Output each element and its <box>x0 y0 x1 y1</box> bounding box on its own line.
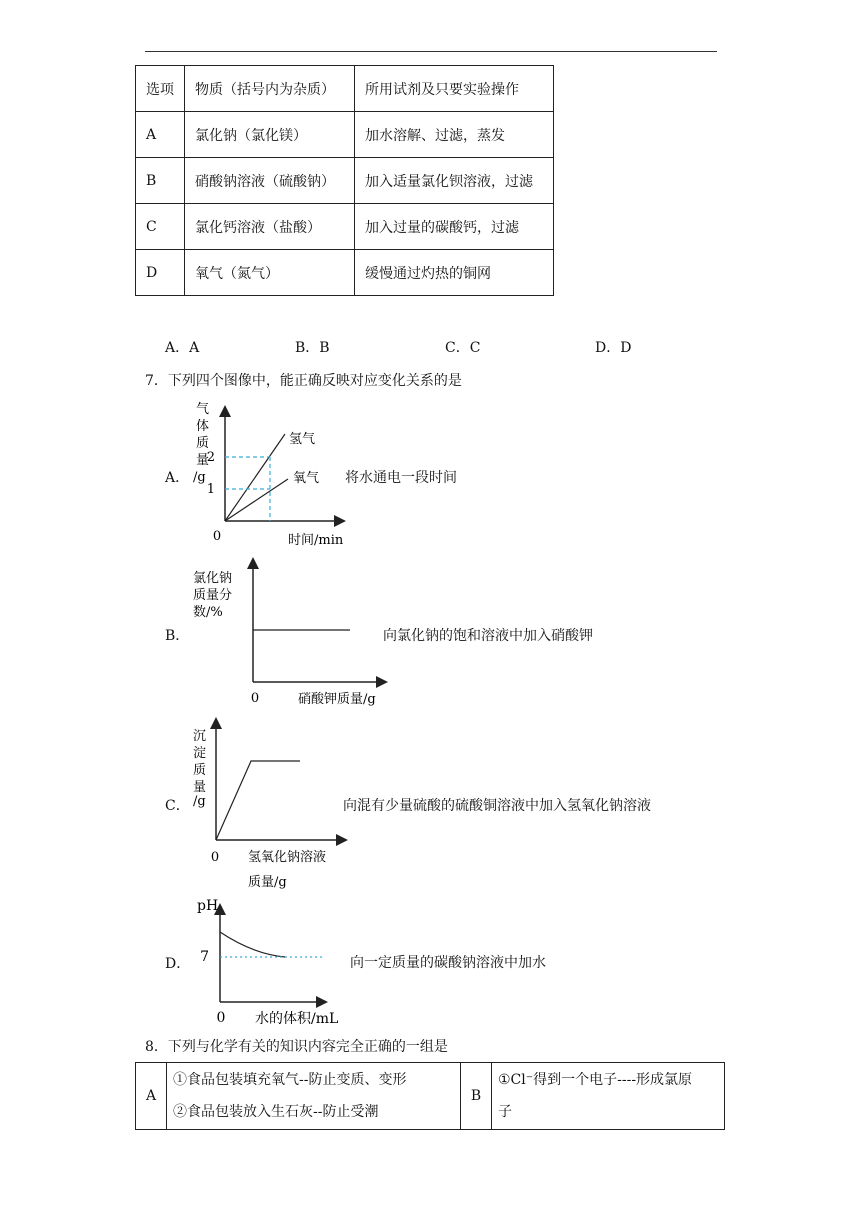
q7-option-b-desc: 向氯化钠的饱和溶液中加入硝酸钾 <box>383 628 593 644</box>
table-cell: 加入适量氯化钡溶液，过滤 <box>355 158 554 204</box>
y-axis-label: 质量分 <box>193 588 233 603</box>
x-axis-label: 硝酸钾质量/g <box>298 692 376 707</box>
table-cell <box>167 1063 461 1130</box>
top-rule <box>145 51 717 52</box>
oxygen-line <box>225 479 288 521</box>
table-header-row <box>136 66 554 112</box>
y-axis-label: pH <box>197 898 219 914</box>
y-tick-7: 7 <box>200 949 209 965</box>
table-cell: 加水溶解、过滤，蒸发 <box>355 112 554 158</box>
y-axis-label: 数/% <box>193 605 223 620</box>
table-cell-label: B <box>461 1063 492 1130</box>
option-a[interactable]: A．A <box>165 340 200 356</box>
table-cell: 氯化钙溶液（盐酸） <box>185 204 355 250</box>
table-row <box>136 112 554 158</box>
q7-stem: 7．下列四个图像中，能正确反映对应变化关系的是 <box>145 373 462 389</box>
q7-option-d-desc: 向一定质量的碳酸钠溶液中加水 <box>350 955 546 971</box>
precipitate-line <box>216 761 300 840</box>
q7-option-a-desc: 将水通电一段时间 <box>345 470 457 486</box>
table-cell: 加入过量的碳酸钙，过滤 <box>355 204 554 250</box>
table-cell: B <box>136 158 185 204</box>
hydrogen-line <box>225 434 285 521</box>
ph-curve <box>220 932 285 957</box>
series-label-hydrogen: 氢气 <box>289 432 316 447</box>
table-cell: 缓慢通过灼热的铜网 <box>355 250 554 296</box>
option-d[interactable]: D．D <box>595 340 632 356</box>
table-row <box>136 158 554 204</box>
table-row <box>136 1063 725 1130</box>
origin-label: 0 <box>212 529 222 544</box>
cell-line: ①食品包装填充氧气--防止变质、变形 <box>173 1072 407 1088</box>
origin-label: 0 <box>216 1010 226 1026</box>
q6-table <box>135 65 554 296</box>
y-axis-label: 量 <box>193 780 207 795</box>
x-axis-label: 时间/min <box>288 533 344 548</box>
y-tick-1: 1 <box>206 482 215 497</box>
q7-option-c-label[interactable]: C． <box>165 798 190 814</box>
header-cell: 物质（括号内为杂质） <box>185 66 355 112</box>
q7-graph-b <box>185 552 395 712</box>
table-cell: A <box>136 112 185 158</box>
origin-label: 0 <box>210 850 220 865</box>
q8-stem: 8．下列与化学有关的知识内容完全正确的一组是 <box>145 1039 448 1055</box>
y-axis-label: 质 <box>193 763 207 778</box>
x-axis-label: 水的体积/mL <box>255 1011 339 1027</box>
y-axis-label: 体 <box>196 419 210 434</box>
q7-option-b-label[interactable]: B． <box>165 628 190 644</box>
y-axis-label: 沉 <box>193 729 207 744</box>
y-axis-label: 淀 <box>193 746 207 761</box>
table-cell <box>492 1063 725 1130</box>
series-label-oxygen: 氧气 <box>293 471 320 486</box>
q8-table <box>135 1062 725 1130</box>
cell-line: 子 <box>498 1104 512 1120</box>
q7-option-d-label[interactable]: D． <box>165 956 191 972</box>
y-axis-label: /g <box>193 794 206 809</box>
table-cell: 硝酸钠溶液（硫酸钠） <box>185 158 355 204</box>
cell-line: ①Cl⁻得到一个电子----形成氯原 <box>498 1072 693 1088</box>
origin-label: 0 <box>250 691 260 706</box>
table-row <box>136 204 554 250</box>
q7-graph-d <box>185 892 345 1027</box>
header-cell: 选项 <box>136 66 185 112</box>
cell-line: ②食品包装放入生石灰--防止受潮 <box>173 1104 379 1120</box>
table-cell: 氧气（氮气） <box>185 250 355 296</box>
q7-graph-a <box>185 400 355 550</box>
q7-option-c-desc: 向混有少量硫酸的硫酸铜溶液中加入氢氧化钠溶液 <box>343 798 651 814</box>
y-axis-label: 质 <box>196 436 210 451</box>
x-axis-label: 质量/g <box>248 875 287 890</box>
table-cell-label: A <box>136 1063 167 1130</box>
y-axis-label: 气 <box>196 402 210 417</box>
q7-graph-c <box>185 712 355 892</box>
option-c[interactable]: C．C <box>445 340 481 356</box>
y-tick-2: 2 <box>206 450 215 465</box>
table-cell: D <box>136 250 185 296</box>
table-cell: C <box>136 204 185 250</box>
q7-option-a-label[interactable]: A． <box>165 470 190 486</box>
y-axis-label: 氯化钠 <box>193 571 233 586</box>
header-cell: 所用试剂及只要实验操作 <box>355 66 554 112</box>
y-axis-label: /g <box>193 470 206 485</box>
y-axis-label: 量 <box>196 453 210 468</box>
option-b[interactable]: B．B <box>295 340 330 356</box>
x-axis-label: 氢氧化钠溶液 <box>248 850 327 865</box>
table-row <box>136 250 554 296</box>
table-cell: 氯化钠（氯化镁） <box>185 112 355 158</box>
